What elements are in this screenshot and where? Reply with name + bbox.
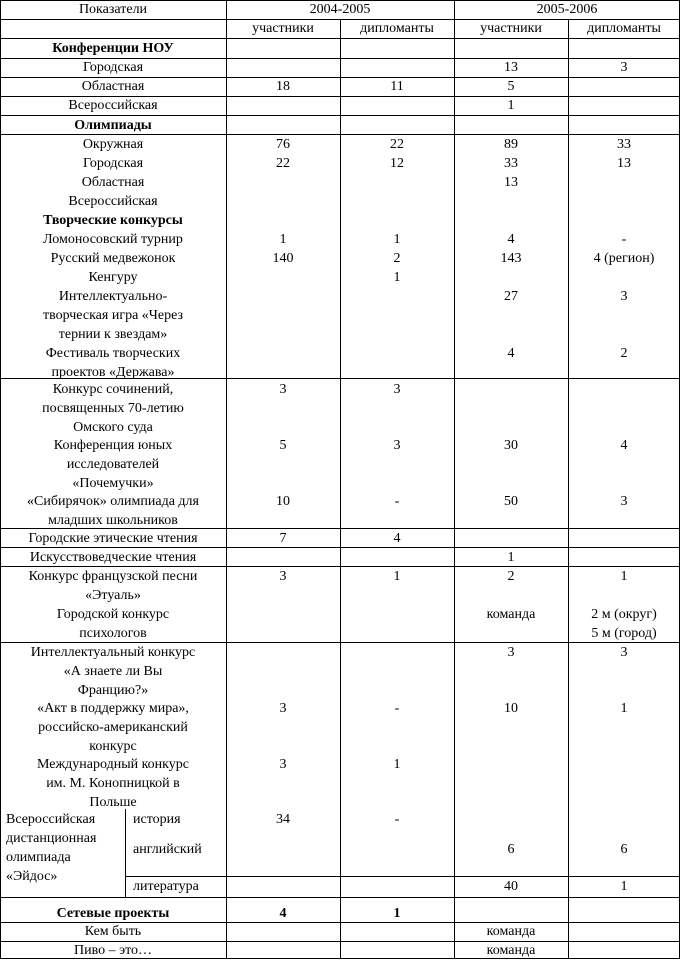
row-divider (0, 897, 680, 898)
row-label: Ломоносовский турнир (43, 232, 183, 247)
row-label: Францию?» (77, 683, 149, 698)
header-period-2004-2005: 2004-2005 (309, 2, 371, 17)
row-label: Фестиваль творческих (45, 346, 181, 361)
cell-value: 3 (279, 701, 287, 716)
cell-value: 3 (393, 382, 401, 397)
section-heading: Творческие конкурсы (43, 213, 183, 228)
cell-value: 3 (620, 494, 628, 509)
cell-value: 89 (504, 137, 518, 152)
cell-value: 2 (507, 569, 515, 584)
row-label: творческая игра «Через (42, 308, 184, 323)
cell-value: 4 (507, 346, 515, 361)
group-label: «Эйдос» (6, 869, 58, 884)
cell-value: 143 (500, 251, 522, 266)
cell-value: 1 (620, 569, 628, 584)
header-indicators: Показатели (78, 2, 148, 17)
cell-value: 3 (620, 645, 628, 660)
row-label: «Почемучки» (72, 476, 154, 491)
cell-value: команда (486, 943, 536, 958)
header-participants: участники (252, 21, 314, 36)
row-label: психологов (79, 626, 147, 641)
cell-value: 2 (393, 251, 401, 266)
cell-value: 1 (393, 232, 401, 247)
row-label: Конкурс французской песни (28, 569, 198, 584)
cell-value: 1 (507, 98, 515, 113)
cell-value: 6 (620, 842, 628, 857)
row-label: исследователей (66, 457, 160, 472)
cell-value: 10 (276, 494, 290, 509)
subrow-label: литература (133, 879, 199, 894)
row-label: посвященных 70-летию (42, 401, 184, 416)
row-label: Городская (82, 156, 144, 171)
row-label: Интеллектуальный конкурс (30, 645, 196, 660)
cell-value: 7 (279, 531, 287, 546)
cell-value: 1 (507, 550, 515, 565)
cell-value: 33 (504, 156, 518, 171)
cell-value: 1 (279, 232, 287, 247)
cell-value: 1 (620, 701, 628, 716)
row-label: Пиво – это… (73, 943, 153, 958)
row-label: Польше (89, 795, 137, 810)
row-label: Искусствоведческие чтения (29, 550, 197, 565)
row-label: младших школьников (48, 513, 178, 528)
cell-value: 13 (617, 156, 631, 171)
row-label: Городские этические чтения (28, 531, 198, 546)
cell-value: - (394, 812, 400, 827)
cell-value: 3 (279, 569, 287, 584)
subcol-divider (125, 809, 126, 897)
row-label: Областная (81, 175, 145, 190)
cell-value: 2 м (округ) (591, 607, 657, 622)
cell-value: 50 (504, 494, 518, 509)
subrow-label: английский (133, 842, 202, 857)
row-label: Международный конкурс (37, 757, 189, 772)
cell-value: 2 (620, 346, 628, 361)
group-label: дистанционная (6, 831, 97, 846)
cell-value: 5 (507, 79, 515, 94)
cell-value: 3 (279, 382, 287, 397)
row-label: российско-американский (38, 720, 188, 735)
row-label: Конкурс сочинений, (52, 382, 174, 397)
cell-value: 1 (620, 879, 628, 894)
header-participants: участники (480, 21, 542, 36)
cell-value: 4 (регион) (593, 251, 655, 266)
row-label: Всероссийская (68, 194, 158, 209)
row-label: конкурс (89, 739, 137, 754)
cell-value: - (621, 232, 627, 247)
row-label: тернии к звездам» (58, 327, 168, 342)
cell-value: 76 (276, 137, 290, 152)
cell-value: 3 (279, 757, 287, 772)
row-label: «Акт в поддержку мира», (37, 701, 189, 716)
subrow-label: история (133, 812, 181, 827)
cell-value: 33 (617, 137, 631, 152)
row-label: Конференция юных (53, 438, 173, 453)
cell-value: 13 (504, 60, 518, 75)
group-label: олимпиада (6, 850, 71, 865)
header-period-2005-2006: 2005-2006 (536, 2, 598, 17)
section-heading: Конференции НОУ (52, 41, 174, 56)
cell-value: 11 (390, 79, 404, 94)
row-label: «А знаете ли Вы (63, 664, 163, 679)
cell-value: 140 (272, 251, 294, 266)
row-label: им. М. Конопницкой в (46, 776, 180, 791)
row-label: «Сибирячок» олимпиада для (27, 494, 199, 509)
cell-value: - (394, 701, 400, 716)
cell-value: 3 (620, 60, 628, 75)
cell-value: - (394, 494, 400, 509)
row-label: «Этуаль» (85, 588, 141, 603)
cell-value: 1 (393, 757, 401, 772)
cell-value: 1 (393, 906, 401, 921)
row-label: Городская (82, 60, 144, 75)
section-heading: Сетевые проекты (56, 906, 170, 921)
cell-value: 4 (507, 232, 515, 247)
cell-value: 12 (390, 156, 404, 171)
cell-value: 5 (279, 438, 287, 453)
cell-value: 34 (276, 812, 290, 827)
cell-value: 18 (276, 79, 290, 94)
row-label: Кем быть (84, 924, 142, 939)
row-label: Кенгуру (88, 270, 138, 285)
cell-value: 30 (504, 438, 518, 453)
cell-value: 13 (504, 175, 518, 190)
cell-value: команда (486, 607, 536, 622)
cell-value: 3 (393, 438, 401, 453)
row-label: проектов «Держава» (51, 365, 175, 380)
row-label: Окружная (82, 137, 144, 152)
cell-value: 6 (507, 842, 515, 857)
cell-value: 1 (393, 270, 401, 285)
row-label: Омского суда (73, 420, 153, 435)
cell-value: 1 (393, 569, 401, 584)
cell-value: команда (486, 924, 536, 939)
cell-value: 4 (279, 906, 287, 921)
header-winners: дипломанты (587, 21, 661, 36)
section-heading: Олимпиады (74, 118, 152, 133)
cell-value: 3 (620, 289, 628, 304)
cell-value: 3 (507, 645, 515, 660)
cell-value: 4 (393, 531, 401, 546)
header-winners: дипломанты (360, 21, 434, 36)
row-label: Городской конкурс (56, 607, 170, 622)
cell-value: 22 (390, 137, 404, 152)
cell-value: 4 (620, 438, 628, 453)
cell-value: 27 (504, 289, 518, 304)
cell-value: 22 (276, 156, 290, 171)
row-label: Интеллектуально- (58, 289, 168, 304)
row-label: Всероссийская (68, 98, 158, 113)
group-label: Всероссийская (6, 812, 96, 827)
cell-value: 40 (504, 879, 518, 894)
cell-value: 5 м (город) (591, 626, 657, 641)
cell-value: 10 (504, 701, 518, 716)
row-label: Областная (81, 79, 145, 94)
row-label: Русский медвежонок (50, 251, 176, 266)
